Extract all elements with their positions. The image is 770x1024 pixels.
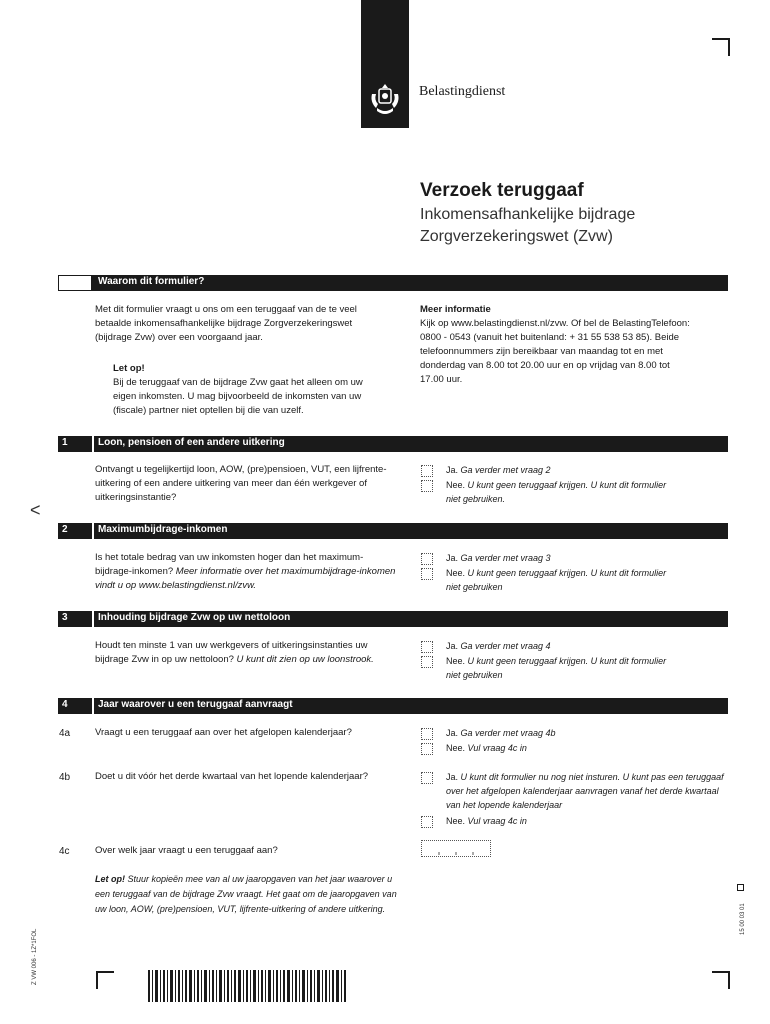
q4b-ja-checkbox[interactable] [421, 772, 433, 784]
q4b-text: Doet u dit vóór het derde kwartaal van het lopende kalenderjaar? [95, 771, 369, 782]
q4b-number: 4b [59, 772, 71, 783]
q4b-ja-label: Ja. U kunt dit formulier nu nog niet insturen. U kunt pas een teruggaaf over het afgelopen kalenderjaar aanvragen vanaf het derde kwartaal van het lopende kalenderjaar [446, 772, 724, 810]
intro-text: Met dit formulier vraagt u ons om een teruggaaf van de te veel betaalde inkomensafhankelijke bijdrage Zorgverzekeringswet (bijdrage Zvw) over een voorgaand jaar. [95, 304, 357, 343]
q4a-nee-label: Nee. Vul vraag 4c in [446, 743, 527, 753]
question-2-text: Is het totale bedrag van uw inkomsten hoger dan het maximum- bijdrage-inkomen? Meer informatie over het maximumbijdrage-inkomen vindt u op www.belastingdienst.nl/zvw. [95, 552, 396, 591]
section-number: 1 [62, 437, 68, 448]
square-mark-icon [737, 884, 744, 891]
q4a-ja-label: Ja. Ga verder met vraag 4b [446, 728, 556, 738]
section-number: 2 [62, 524, 68, 535]
q4c-number: 4c [59, 846, 70, 857]
q3-ja-label: Ja. Ga verder met vraag 4 [446, 641, 551, 651]
corner-mark-top-right [712, 38, 730, 56]
q4a-text: Vraagt u een teruggaaf aan over het afgelopen kalenderjaar? [95, 727, 352, 738]
form-code-left: Z VW 006 - 1Z*1FOL [32, 928, 38, 985]
page-title: Verzoek teruggaaf [420, 180, 584, 201]
q1-nee-checkbox[interactable] [421, 480, 433, 492]
q2-ja-checkbox[interactable] [421, 553, 433, 565]
section-label: Inhouding bijdrage Zvw op uw nettoloon [98, 612, 291, 623]
intro-letop: Let op! Bij de teruggaaf van de bijdrage Zvw gaat het alleen om uw eigen inkomsten. U mag bijvoorbeeld de inkomsten van uw (fiscale) partner niet optellen bij die van uzelf. [113, 363, 363, 416]
brand-name: Belastingdienst [419, 84, 506, 99]
q2-nee-checkbox[interactable] [421, 568, 433, 580]
barcode-icon [148, 970, 348, 1002]
corner-mark-bottom-right [712, 971, 730, 989]
q4a-ja-checkbox[interactable] [421, 728, 433, 740]
section-bar-2 [58, 523, 728, 539]
q4a-nee-checkbox[interactable] [421, 743, 433, 755]
section-label: Waarom dit formulier? [98, 276, 205, 287]
question-3-text: Houdt ten minste 1 van uw werkgevers of uitkeringsinstanties uw bijdrage Zvw in op uw nettoloon? U kunt dit zien op uw loonstrook. [95, 640, 374, 665]
section-bar-1 [58, 436, 728, 452]
q2-ja-label: Ja. Ga verder met vraag 3 [446, 553, 551, 563]
q4b-nee-checkbox[interactable] [421, 816, 433, 828]
q4c-text: Over welk jaar vraagt u een teruggaaf aan? [95, 845, 278, 856]
section-bar-3 [58, 611, 728, 627]
fold-mark: < [30, 500, 41, 520]
q3-nee-label: Nee. U kunt geen teruggaaf krijgen. U kunt dit formulier niet gebruiken [446, 656, 667, 680]
q4a-number: 4a [59, 728, 71, 739]
q3-ja-checkbox[interactable] [421, 641, 433, 653]
section-number: 3 [62, 612, 68, 623]
meer-informatie: Meer informatie Kijk op www.belastingdienst.nl/zvw. Of bel de BelastingTelefoon: 0800 - 0543 (vanuit het buitenland: + 31 55 538 53 85). Beide telefoonnummers zijn bereikbaar van maandag tot en met donderdag van 8.00 tot 20.00 uur en op vrijdag van 8.00 tot 17.00 uur. [420, 304, 690, 385]
section-label: Jaar waarover u een teruggaaf aanvraagt [98, 699, 293, 710]
section-number: 4 [62, 699, 68, 710]
q3-nee-checkbox[interactable] [421, 656, 433, 668]
corner-mark-bottom-left [96, 971, 114, 989]
logo-block [361, 0, 409, 128]
section-label: Maximumbijdrage-inkomen [98, 524, 228, 535]
year-field-separators-icon [422, 841, 490, 856]
q1-ja-label: Ja. Ga verder met vraag 2 [446, 465, 551, 475]
crest-icon [368, 80, 402, 118]
q2-nee-label: Nee. U kunt geen teruggaaf krijgen. U kunt dit formulier niet gebruiken [446, 568, 667, 592]
question-1-text: Ontvangt u tegelijkertijd loon, AOW, (pre)pensioen, VUT, een lijfrente- uitkering of een andere uitkering van meer dan één werkgever of uitkeringsinstantie? [95, 464, 387, 503]
q1-ja-checkbox[interactable] [421, 465, 433, 477]
section-bar-4 [58, 698, 728, 714]
page-subtitle-2: Zorgverzekeringswet (Zvw) [420, 228, 613, 245]
page-subtitle-1: Inkomensafhankelijke bijdrage [420, 206, 636, 223]
q4b-nee-label: Nee. Vul vraag 4c in [446, 816, 527, 826]
section-label: Loon, pensioen of een andere uitkering [98, 437, 285, 448]
section-bar-intro [58, 275, 728, 291]
form-code-right: 15 00 03 01 [740, 903, 746, 935]
q4-letop: Let op! Stuur kopieën mee van al uw jaaropgaven van het jaar waarover u een teruggaaf van de bijdrage Zvw vraagt. Het gaat om de jaaropgaven van uw loon, AOW, (pre)pensioen, VUT, lijfrente-uitkering of andere uitkering. [95, 874, 397, 914]
q1-nee-label: Nee. U kunt geen teruggaaf krijgen. U kunt dit formulier niet gebruiken. [446, 480, 667, 504]
q4c-year-input[interactable] [421, 840, 491, 857]
